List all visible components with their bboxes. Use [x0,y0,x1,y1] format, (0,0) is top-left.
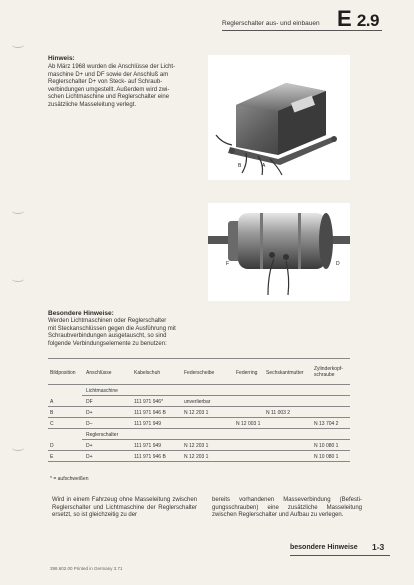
table-rule [48,384,350,385]
table-cell: A [50,399,54,405]
photo-label-a: A [262,163,266,169]
hinweis-line: Reglerschalter D+ von Steck- auf Schraub- [48,79,163,86]
table-cell: N 10 080 1 [314,443,339,449]
regulator-photo [208,55,350,180]
table-cell: B [50,410,54,416]
footer-title: besondere Hinweise [290,544,358,551]
table-rule [48,450,350,451]
table-cell: DF [86,399,93,405]
regulator-illustration [208,55,350,180]
table-cell: 111 971 946 B [134,410,166,416]
table-rule [48,406,350,407]
hinweis-heading: Hinweis: [48,55,75,62]
table-cell: D+ [86,410,93,416]
generator-photo [208,203,350,301]
col-header-federring: Federring [236,370,258,376]
table-rule [82,439,350,440]
hinweis-text [48,64,198,110]
col-header-zylinder-line: schraube [314,372,335,378]
col-header-pos: Bildposition [50,370,76,376]
besondere-hinweise [48,310,218,348]
group-label-reglerschalter: Reglerschalter [86,432,119,438]
hinweis-line: schen Lichtmaschine und Reglerschalter eine [48,94,170,101]
hinweis-note [48,55,198,110]
col-header-kabel: Kabelschuh [134,370,161,376]
section-number: 2.9 [356,11,379,30]
table-cell: 111 971 946 B [134,454,166,460]
col-header-feder: Federscheibe [184,370,215,376]
besondere-line: mit Steckanschlüssen gegen die Ausführung mit [48,325,176,332]
punch-mark [12,208,24,214]
table-cell: N 12 003 1 [236,421,261,427]
table-cell: N 11 003 2 [266,410,291,416]
footer-rule [290,555,390,556]
table-cell: 111 971 949 [134,421,162,427]
table-cell: N 13 704 2 [314,421,339,427]
table-cell: 111 971 946* [134,399,164,405]
besondere-line: Schraubverbindungen ausgetauscht, so sind [48,333,167,339]
table-cell: unverlierbar [184,399,211,405]
table-cell: E [50,454,54,460]
col-header-anschluss: Anschlüsse [86,370,112,376]
photo-label-d: D [336,261,340,267]
bottom-text-right: bereits vorhandenen Masseverbindung (Befesti-gungsschrauben) eine zusätzliche Masseleitung zwischen Reglerschalter und Aufbau zu verlegen. [212,497,362,518]
hinweis-line: zusätzliche Masseleitung verlegt. [48,101,137,108]
table-rule [48,417,350,418]
group-label-lichtmaschine: Lichtmaschine [86,388,118,394]
punch-mark [12,276,24,282]
table-cell: C [50,421,54,427]
section-code [337,6,379,32]
table-cell: D+ [86,454,93,460]
generator-illustration [208,203,350,301]
besondere-line: folgende Verbindungselemente zu benutzen: [48,340,167,347]
section-letter: E [337,6,352,31]
table-cell: D– [86,421,93,427]
hinweis-line: maschine D+ und DF sowie der Anschluß am [48,71,169,78]
col-header-zylinder-line: Zylinderkopf- [314,366,343,372]
table-cell: N 10 080 1 [314,454,339,460]
table-cell: D+ [86,443,93,449]
besondere-text [48,318,218,348]
page-number: 1-3 [372,542,385,552]
photo-label-f: F [226,261,230,267]
table-rule [82,395,350,396]
besondere-heading: Besondere Hinweise: [48,310,114,317]
punch-mark [12,445,24,451]
bottom-text-left: Wird in einem Fahrzeug ohne Masseleitung zwischen Reglerschalter und Lichtmaschine der Reglerschalter ersetzt, so ist gleichzeitig zu der [52,497,197,518]
table-footnote: * = aufschweißen [50,476,89,482]
table-cell: N 12 203 1 [184,443,209,449]
table-cell: D [50,443,54,449]
table-rule [48,358,350,359]
photo-label-b: B [238,163,242,169]
besondere-line: Werden Lichtmaschinen oder Reglerschalter [48,318,167,324]
hinweis-line: Ab März 1968 wurden die Anschlüsse der Licht- [48,64,176,70]
table-rule [48,461,350,462]
table-cell: N 12 203 1 [184,454,209,460]
col-header-sechskant: Sechskantmutter [266,370,304,376]
col-header-zylinder [314,366,343,378]
imprint: 398.602.00 Printed in Germany 3.71 [50,566,123,571]
table-cell: N 12 203 1 [184,410,209,416]
punch-mark [12,42,24,48]
header-title: Reglerschalter aus- und einbauen [222,20,320,27]
table-cell: 111 971 949 [134,443,162,449]
hinweis-line: verbindungen umgestellt. Außerdem wird zwi- [48,86,170,93]
table-rule [48,428,350,429]
